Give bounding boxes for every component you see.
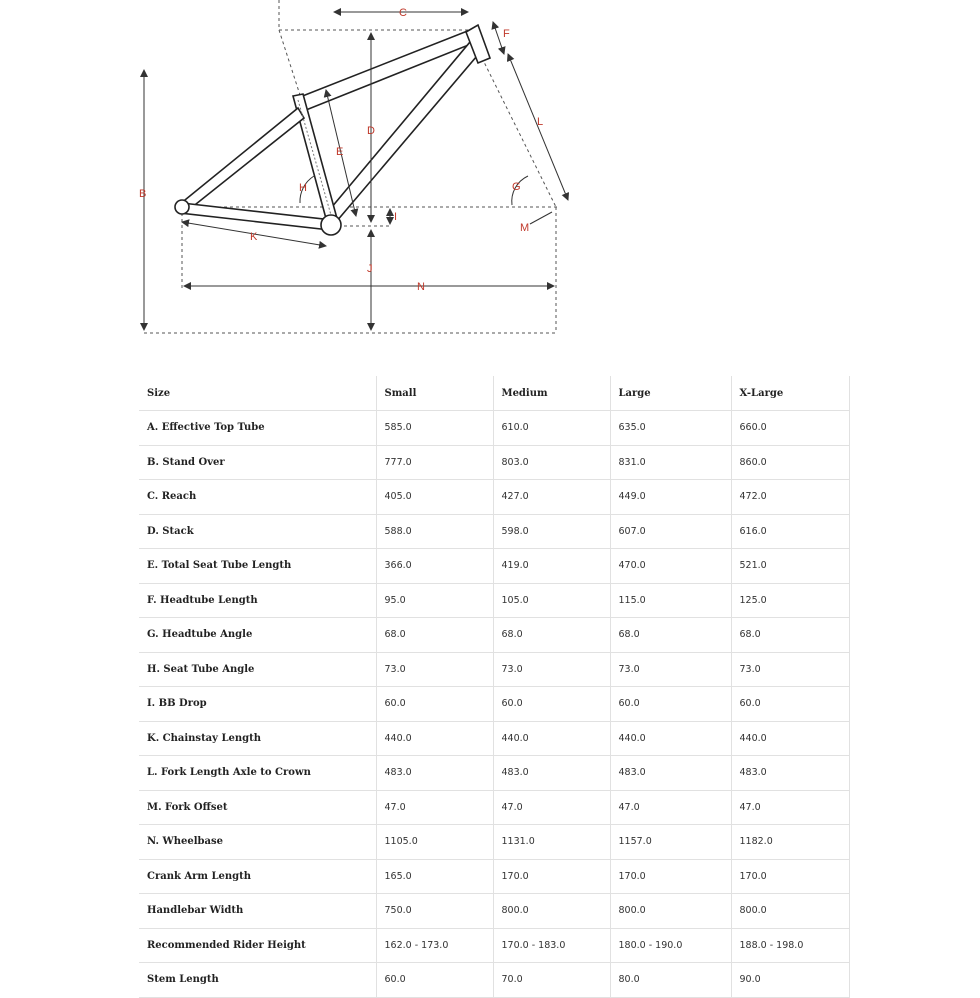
cell-value: 635.0 [610,411,731,446]
cell-value: 440.0 [493,721,610,756]
label-i: I [394,211,398,223]
cell-value: 585.0 [376,411,493,446]
cell-value: 60.0 [610,687,731,722]
cell-value: 73.0 [493,652,610,687]
row-label: D. Stack [139,514,376,549]
cell-value: 47.0 [731,790,849,825]
cell-value: 68.0 [610,618,731,653]
label-j: J [367,263,373,275]
label-k: K [250,231,258,243]
cell-value: 1157.0 [610,825,731,860]
table-row [139,445,849,480]
table-row [139,894,849,929]
cell-value: 73.0 [731,652,849,687]
table-row [139,721,849,756]
label-d: D [367,125,375,137]
row-label: B. Stand Over [139,445,376,480]
cell-value: 483.0 [493,756,610,791]
cell-value: 1182.0 [731,825,849,860]
row-label: F. Headtube Length [139,583,376,618]
label-c: C [399,7,407,19]
cell-value: 115.0 [610,583,731,618]
bottom-bracket-icon [321,215,341,235]
cell-value: 800.0 [493,894,610,929]
cell-value: 188.0 - 198.0 [731,928,849,963]
cell-value: 449.0 [610,480,731,515]
column-header-1: Small [376,376,493,411]
cell-value: 588.0 [376,514,493,549]
row-label: I. BB Drop [139,687,376,722]
cell-value: 483.0 [610,756,731,791]
cell-value: 1131.0 [493,825,610,860]
cell-value: 180.0 - 190.0 [610,928,731,963]
cell-value: 472.0 [731,480,849,515]
cell-value: 750.0 [376,894,493,929]
cell-value: 1105.0 [376,825,493,860]
cell-value: 170.0 [493,859,610,894]
cell-value: 440.0 [376,721,493,756]
row-label: M. Fork Offset [139,790,376,825]
table-row [139,480,849,515]
label-e: E [336,146,344,158]
cell-value: 610.0 [493,411,610,446]
cell-value: 170.0 - 183.0 [493,928,610,963]
table-row [139,756,849,791]
row-label: N. Wheelbase [139,825,376,860]
column-header-3: Large [610,376,731,411]
cell-value: 60.0 [376,687,493,722]
label-n: N [417,281,425,293]
cell-value: 470.0 [610,549,731,584]
cell-value: 170.0 [731,859,849,894]
cell-value: 616.0 [731,514,849,549]
table-row [139,583,849,618]
seat-stay [180,108,304,212]
cell-value: 831.0 [610,445,731,480]
cell-value: 95.0 [376,583,493,618]
row-label: E. Total Seat Tube Length [139,549,376,584]
dimension-lines [144,12,568,330]
cell-value: 68.0 [731,618,849,653]
row-label: L. Fork Length Axle to Crown [139,756,376,791]
column-header-0: Size [139,376,376,411]
table-row [139,859,849,894]
cell-value: 607.0 [610,514,731,549]
table-row [139,825,849,860]
cell-value: 105.0 [493,583,610,618]
cell-value: 366.0 [376,549,493,584]
table-row [139,411,849,446]
row-label: C. Reach [139,480,376,515]
cell-value: 860.0 [731,445,849,480]
row-label: Recommended Rider Height [139,928,376,963]
table-row [139,618,849,653]
label-g: G [512,181,521,193]
table-row [139,928,849,963]
cell-value: 777.0 [376,445,493,480]
cell-value: 440.0 [610,721,731,756]
cell-value: 598.0 [493,514,610,549]
table-row [139,549,849,584]
cell-value: 60.0 [376,963,493,998]
table-header-row [139,376,849,411]
cell-value: 73.0 [376,652,493,687]
cell-value: 440.0 [731,721,849,756]
cell-value: 47.0 [610,790,731,825]
rear-dropout-icon [175,200,189,214]
cell-value: 47.0 [376,790,493,825]
column-header-2: Medium [493,376,610,411]
cell-value: 427.0 [493,480,610,515]
cell-value: 60.0 [731,687,849,722]
label-f: F [503,28,510,40]
cell-value: 70.0 [493,963,610,998]
table-row [139,652,849,687]
cell-value: 60.0 [493,687,610,722]
row-label: A. Effective Top Tube [139,411,376,446]
cell-value: 162.0 - 173.0 [376,928,493,963]
column-header-4: X-Large [731,376,849,411]
cell-value: 660.0 [731,411,849,446]
cell-value: 521.0 [731,549,849,584]
cell-value: 419.0 [493,549,610,584]
cell-value: 73.0 [610,652,731,687]
cell-value: 68.0 [493,618,610,653]
cell-value: 47.0 [493,790,610,825]
table-row [139,687,849,722]
cell-value: 170.0 [610,859,731,894]
cell-value: 125.0 [731,583,849,618]
cell-value: 165.0 [376,859,493,894]
cell-value: 803.0 [493,445,610,480]
cell-value: 80.0 [610,963,731,998]
cell-value: 68.0 [376,618,493,653]
cell-value: 90.0 [731,963,849,998]
table-row [139,790,849,825]
cell-value: 800.0 [731,894,849,929]
label-l: L [537,116,544,128]
row-label: Handlebar Width [139,894,376,929]
geometry-table [139,376,850,998]
row-label: G. Headtube Angle [139,618,376,653]
row-label: Crank Arm Length [139,859,376,894]
dim-m [530,212,552,224]
cell-value: 800.0 [610,894,731,929]
label-m: M [520,222,530,234]
cell-value: 405.0 [376,480,493,515]
label-b: B [139,188,147,200]
row-label: Stem Length [139,963,376,998]
row-label: H. Seat Tube Angle [139,652,376,687]
cell-value: 483.0 [376,756,493,791]
frame-geometry-diagram [0,0,980,360]
table-row [139,514,849,549]
cell-value: 483.0 [731,756,849,791]
row-label: K. Chainstay Length [139,721,376,756]
reference-lines [144,0,560,333]
label-h: H [299,182,307,194]
